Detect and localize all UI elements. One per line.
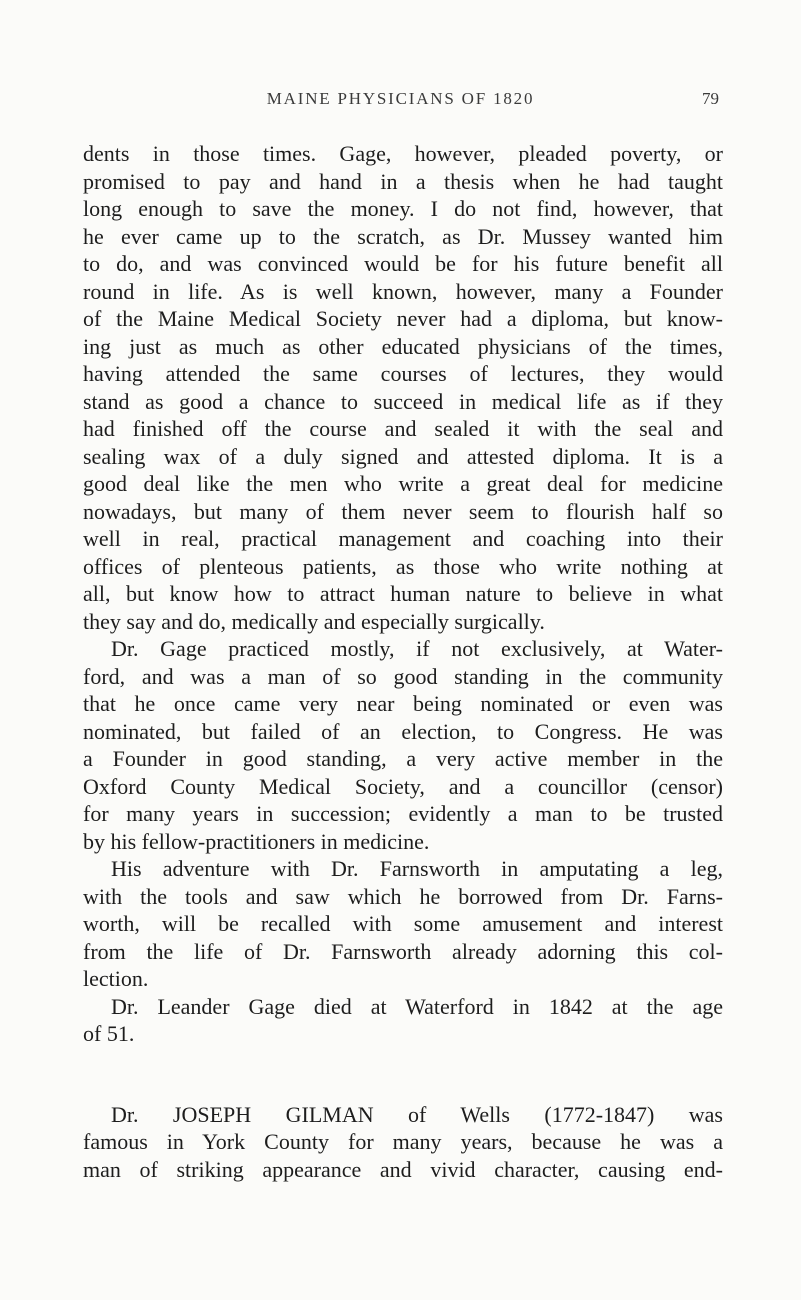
text-line: Dr. Leander Gage died at Waterford in 1842 at the age [111, 993, 723, 1019]
text-line: Dr. Gage practiced mostly, if not exclusively, at Water- [111, 636, 723, 661]
text-line: for many years in succession; evidently a man to be trusted [83, 801, 723, 826]
text-line: worth, will be recalled with some amusement and interest [83, 911, 723, 936]
text-line: ing just as much as other educated physicians of the times, [83, 333, 723, 359]
running-title: MAINE PHYSICIANS OF 1820 [266, 89, 535, 108]
page-number: 79 [702, 89, 719, 108]
text-line: well in real, practical management and coaching into their [83, 526, 723, 551]
text-line: they say and do, medically and especially surgically. [83, 608, 545, 634]
running-head [0, 89, 801, 113]
text-line: he ever came up to the scratch, as Dr. Mussey wanted him [83, 223, 723, 249]
text-line: promised to pay and hand in a thesis when he had taught [83, 168, 723, 194]
text-line: having attended the same courses of lectures, they would [83, 361, 723, 386]
text-line: good deal like the men who write a great deal for medicine [83, 471, 723, 496]
text-line: that he once came very near being nominated or even was [83, 691, 723, 716]
text-line: all, but know how to attract human nature to believe in what [83, 581, 723, 606]
text-line: ford, and was a man of so good standing in the community [83, 663, 723, 689]
text-line: stand as good a chance to succeed in medical life as if they [83, 388, 723, 414]
text-line: sealing wax of a duly signed and attested diploma. It is a [83, 443, 723, 469]
text-line: man of striking appearance and vivid character, causing end- [83, 1156, 723, 1182]
text-line: Dr. JOSEPH GILMAN of Wells (1772-1847) was [111, 1101, 723, 1127]
text-line: long enough to save the money. I do not find, however, that [83, 196, 723, 221]
paragraph [83, 635, 723, 855]
paragraph [83, 993, 723, 1048]
text-line: to do, and was convinced would be for his future benefit all [83, 251, 723, 276]
text-line: round in life. As is well known, however, many a Founder [83, 278, 723, 304]
text-line: by his fellow-practitioners in medicine. [83, 828, 430, 854]
paragraph [83, 855, 723, 993]
body-text [83, 140, 723, 1183]
text-line: with the tools and saw which he borrowed from Dr. Farns- [83, 883, 723, 909]
text-line: nowadays, but many of them never seem to flourish half so [83, 498, 723, 524]
text-line: offices of plenteous patients, as those who write nothing at [83, 553, 723, 579]
text-line: lection. [83, 966, 149, 991]
paragraph [83, 140, 723, 635]
text-line: of 51. [83, 1021, 135, 1046]
text-line: from the life of Dr. Farnsworth already adorning this col- [83, 938, 723, 964]
text-line: a Founder in good standing, a very active member in the [83, 746, 723, 771]
text-line: His adventure with Dr. Farnsworth in amputating a leg, [111, 856, 723, 881]
text-line: nominated, but failed of an election, to Congress. He was [83, 718, 723, 744]
text-line: had finished off the course and sealed it with the seal and [83, 416, 723, 441]
paragraph-new-entry [83, 1101, 723, 1184]
text-line: Oxford County Medical Society, and a councillor (censor) [83, 773, 723, 799]
text-line: dents in those times. Gage, however, pleaded poverty, or [83, 141, 723, 166]
text-line: famous in York County for many years, because he was a [83, 1129, 723, 1154]
text-line: of the Maine Medical Society never had a diploma, but know- [83, 306, 723, 331]
section-gap [83, 1048, 723, 1101]
